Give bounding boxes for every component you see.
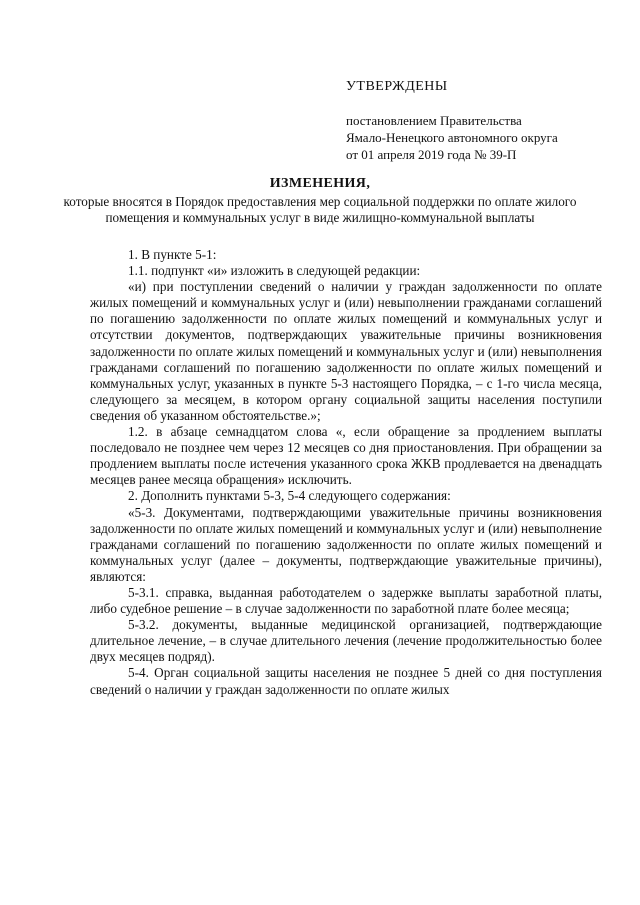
paragraph: 1. В пункте 5-1:	[128, 247, 217, 262]
document-body	[90, 247, 602, 698]
approval-line-1: постановлением Правительства	[346, 113, 522, 128]
paragraph: 1.1. подпункт «и» изложить в следующей редакции:	[128, 263, 421, 279]
paragraph: 5-3.2. документы, выданные медицинской организацией, подтверждающие длительное лечение, – в случае длительного лечения (лечение продолжительностью более двух месяцев подряд).	[90, 617, 602, 665]
paragraph: 5-3.1. справка, выданная работодателем о задержке выплаты заработной платы, либо судебное решение – в случае задолженности по заработной плате более месяца;	[90, 584, 602, 617]
approval-line-2: Ямало-Ненецкого автономного округа	[346, 130, 558, 145]
paragraph: 2. Дополнить пунктами 5-3, 5-4 следующего содержания:	[128, 488, 451, 504]
document-title	[60, 176, 580, 227]
paragraph: 5-4. Орган социальной защиты населения не позднее 5 дней со дня поступления сведений о наличии у граждан задолженности по оплате жилых	[90, 665, 602, 697]
approval-heading: УТВЕРЖДЕНЫ	[346, 79, 448, 94]
paragraph: «и) при поступлении сведений о наличии у граждан задолженности по оплате жилых помещений и коммунальных услуг и (или) невыполнении гражданами соглашений по погашению задолженности по оплате жилых помещений и коммунальных услуг и отсутствии документов, подтверждающих уважительные причины возникновения задолженности по оплате жилых помещений и коммунальных услуг и (или) невыполнения гражданами соглашений по погашению задолженности по оплате жилых помещений и коммунальных услуг, указанных в пункте 5-3 настоящего Порядка, – с 1-го числа месяца, следующего за месяцем, в котором органу социальной защиты населения поступили сведения об указанном обстоятельстве.»;	[90, 279, 602, 423]
paragraph: «5-3. Документами, подтверждающими уважительные причины возникновения задолженности по оплате жилых помещений и коммунальных услуг и (или) невыполнение гражданами соглашений по погашению задолженности по оплате жилых помещений и коммунальных услуг (далее – документы, подтверждающие уважительные причины), являются:	[90, 504, 602, 584]
approval-stamp	[346, 78, 558, 163]
approval-line-3: от 01 апреля 2019 года № 39-П	[346, 147, 517, 162]
title-subtitle: которые вносятся в Порядок предоставления мер социальной поддержки по оплате жилого помещения и коммунальных услуг в виде жилищно-коммунальной выплаты	[63, 193, 577, 225]
title-main: ИЗМЕНЕНИЯ,	[269, 176, 371, 191]
paragraph: 1.2. в абзаце семнадцатом слова «, если обращение за продлением выплаты последовало не позднее чем через 12 месяцев со дня приостановления. При обращении за продлением выплаты после истечения указанного срока ЖКВ продлевается на двенадцать месяцев ранее месяца обращения» исключить.	[90, 424, 602, 488]
